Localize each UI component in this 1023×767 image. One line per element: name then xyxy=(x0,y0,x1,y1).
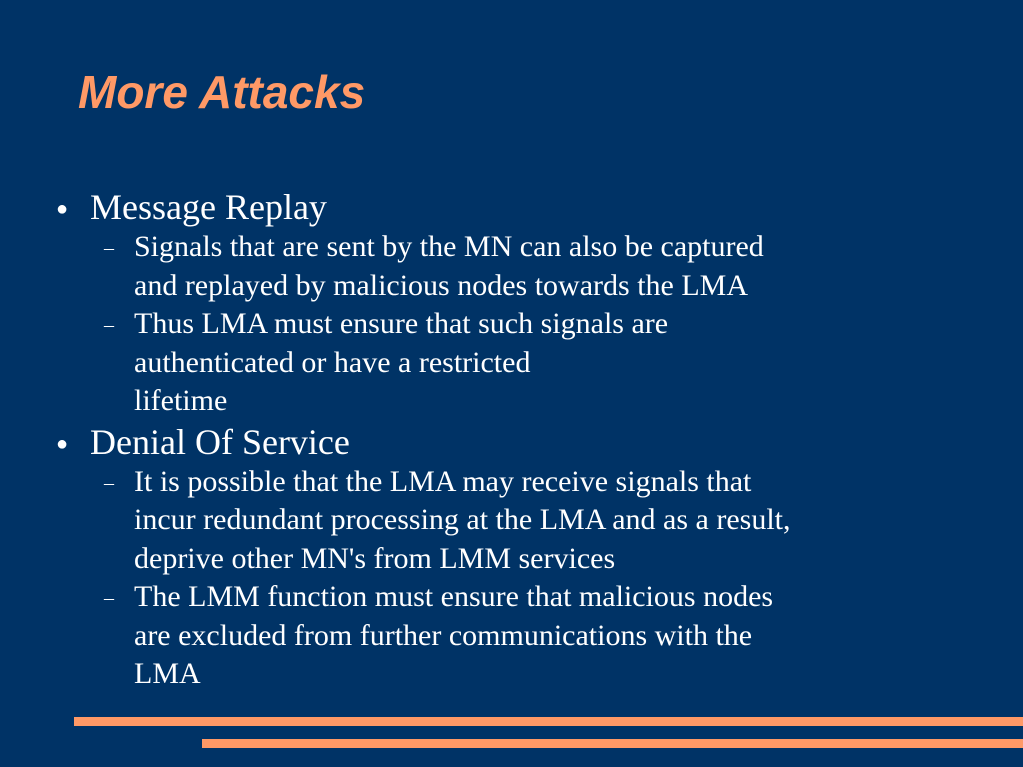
sub-bullet-item xyxy=(0,228,934,305)
sub-bullet-item xyxy=(0,463,934,579)
dash-icon: – xyxy=(104,237,114,259)
decorative-rule-bottom xyxy=(202,739,1023,748)
sub-bullet-item xyxy=(0,578,934,694)
sub-bullet-item xyxy=(0,305,934,421)
bullet-heading: Message Replay xyxy=(90,187,327,227)
sub-bullet-text: It is possible that the LMA may receive signals that incur redundant processing at the LMA and as a result, deprive other MN's from LMM services xyxy=(134,464,791,575)
bullet-item-message-replay xyxy=(0,186,1023,228)
dash-icon: – xyxy=(104,471,114,494)
dash-icon: – xyxy=(104,587,114,609)
decorative-rule-top xyxy=(74,717,1023,726)
bullet-dot-icon: ● xyxy=(56,198,69,220)
bullet-item-denial-of-service xyxy=(0,421,1023,463)
dash-icon: – xyxy=(104,314,114,336)
bullet-heading: Denial Of Service xyxy=(90,421,350,462)
bullet-dot-icon: ● xyxy=(56,432,69,455)
slide-content xyxy=(0,186,1023,694)
sub-bullet-text: Thus LMA must ensure that such signals are authenticated or have a restricted lifetime xyxy=(134,307,669,417)
sub-bullet-text: The LMM function must ensure that malicious nodes are excluded from further communications with the LMA xyxy=(134,580,774,690)
slide-title: More Attacks xyxy=(78,66,366,118)
sub-bullet-text: Signals that are sent by the MN can also be captured and replayed by malicious nodes towards the LMA xyxy=(134,230,764,302)
